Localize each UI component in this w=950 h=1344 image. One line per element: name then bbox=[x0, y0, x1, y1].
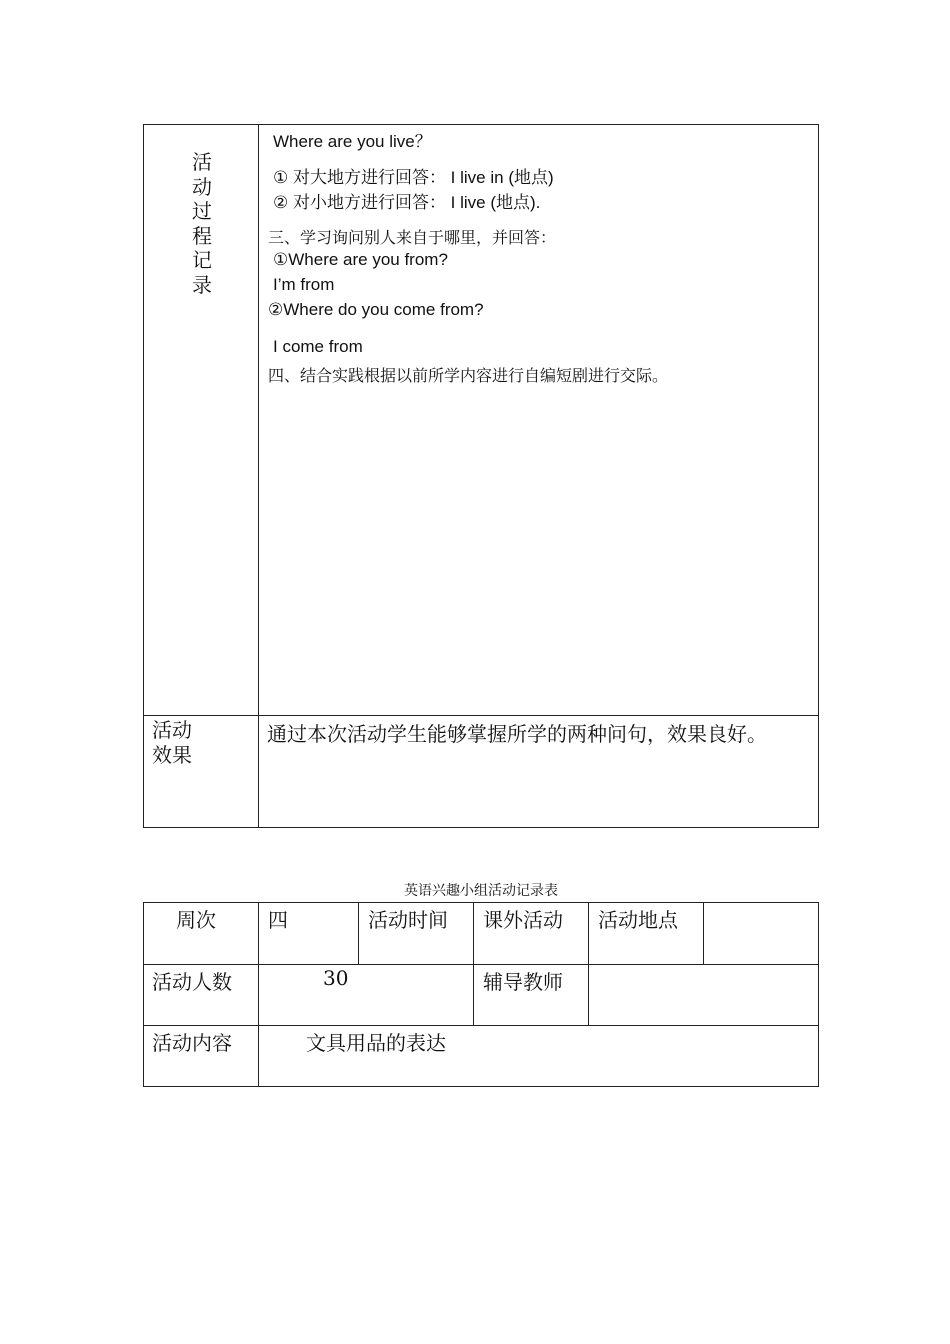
record-line: 三、学习询问别人来自于哪里，并回答： bbox=[268, 228, 557, 247]
form-column-divider bbox=[258, 902, 259, 1087]
content-value: 文具用品的表达 bbox=[306, 1031, 446, 1055]
process-label-char: 过 bbox=[192, 199, 212, 223]
record-line: ②Where do you come from? bbox=[268, 300, 484, 319]
record-line: ①Where are you from? bbox=[273, 250, 448, 269]
record-line: Where are you live？ bbox=[273, 132, 432, 151]
record-line: ② 对小地方进行回答： I live (地点). bbox=[273, 193, 541, 212]
effect-text: 通过本次活动学生能够掌握所学的两种问句，效果良好。 bbox=[267, 722, 767, 746]
time-label: 活动时间 bbox=[368, 908, 448, 932]
week-label: 周次 bbox=[176, 908, 216, 932]
form-row-divider bbox=[143, 964, 819, 965]
record-line: I’m from bbox=[273, 275, 335, 294]
record-line: 四、结合实践根据以前所学内容进行自编短剧进行交际。 bbox=[268, 366, 669, 385]
form-caption: 英语兴趣小组活动记录表 bbox=[404, 883, 558, 899]
process-record-label bbox=[190, 150, 214, 297]
content-label: 活动内容 bbox=[152, 1031, 232, 1055]
record-table-row-divider bbox=[143, 715, 819, 716]
effect-label-line: 效果 bbox=[152, 743, 192, 767]
week-value: 四 bbox=[268, 908, 288, 932]
count-value: 30 bbox=[323, 966, 349, 990]
process-label-char: 活 bbox=[192, 150, 212, 174]
form-column-divider bbox=[358, 902, 359, 964]
form-column-divider bbox=[588, 902, 589, 1025]
effect-label bbox=[152, 718, 192, 768]
activity-form-table bbox=[143, 902, 819, 1087]
record-line: ① 对大地方进行回答： I live in (地点) bbox=[273, 168, 554, 187]
form-row-divider bbox=[143, 1025, 819, 1026]
place-label: 活动地点 bbox=[598, 908, 678, 932]
process-label-char: 录 bbox=[192, 272, 212, 297]
effect-label-line: 活动 bbox=[152, 718, 192, 742]
time-value: 课外活动 bbox=[483, 908, 563, 932]
count-label: 活动人数 bbox=[152, 970, 232, 994]
process-label-char: 程 bbox=[192, 223, 212, 248]
form-column-divider bbox=[703, 902, 704, 964]
record-line: I come from bbox=[273, 337, 363, 356]
teacher-label: 辅导教师 bbox=[483, 970, 563, 994]
form-column-divider bbox=[473, 902, 474, 1025]
process-label-char: 动 bbox=[192, 174, 212, 199]
process-label-char: 记 bbox=[192, 248, 212, 272]
record-table-column-divider bbox=[258, 124, 259, 828]
